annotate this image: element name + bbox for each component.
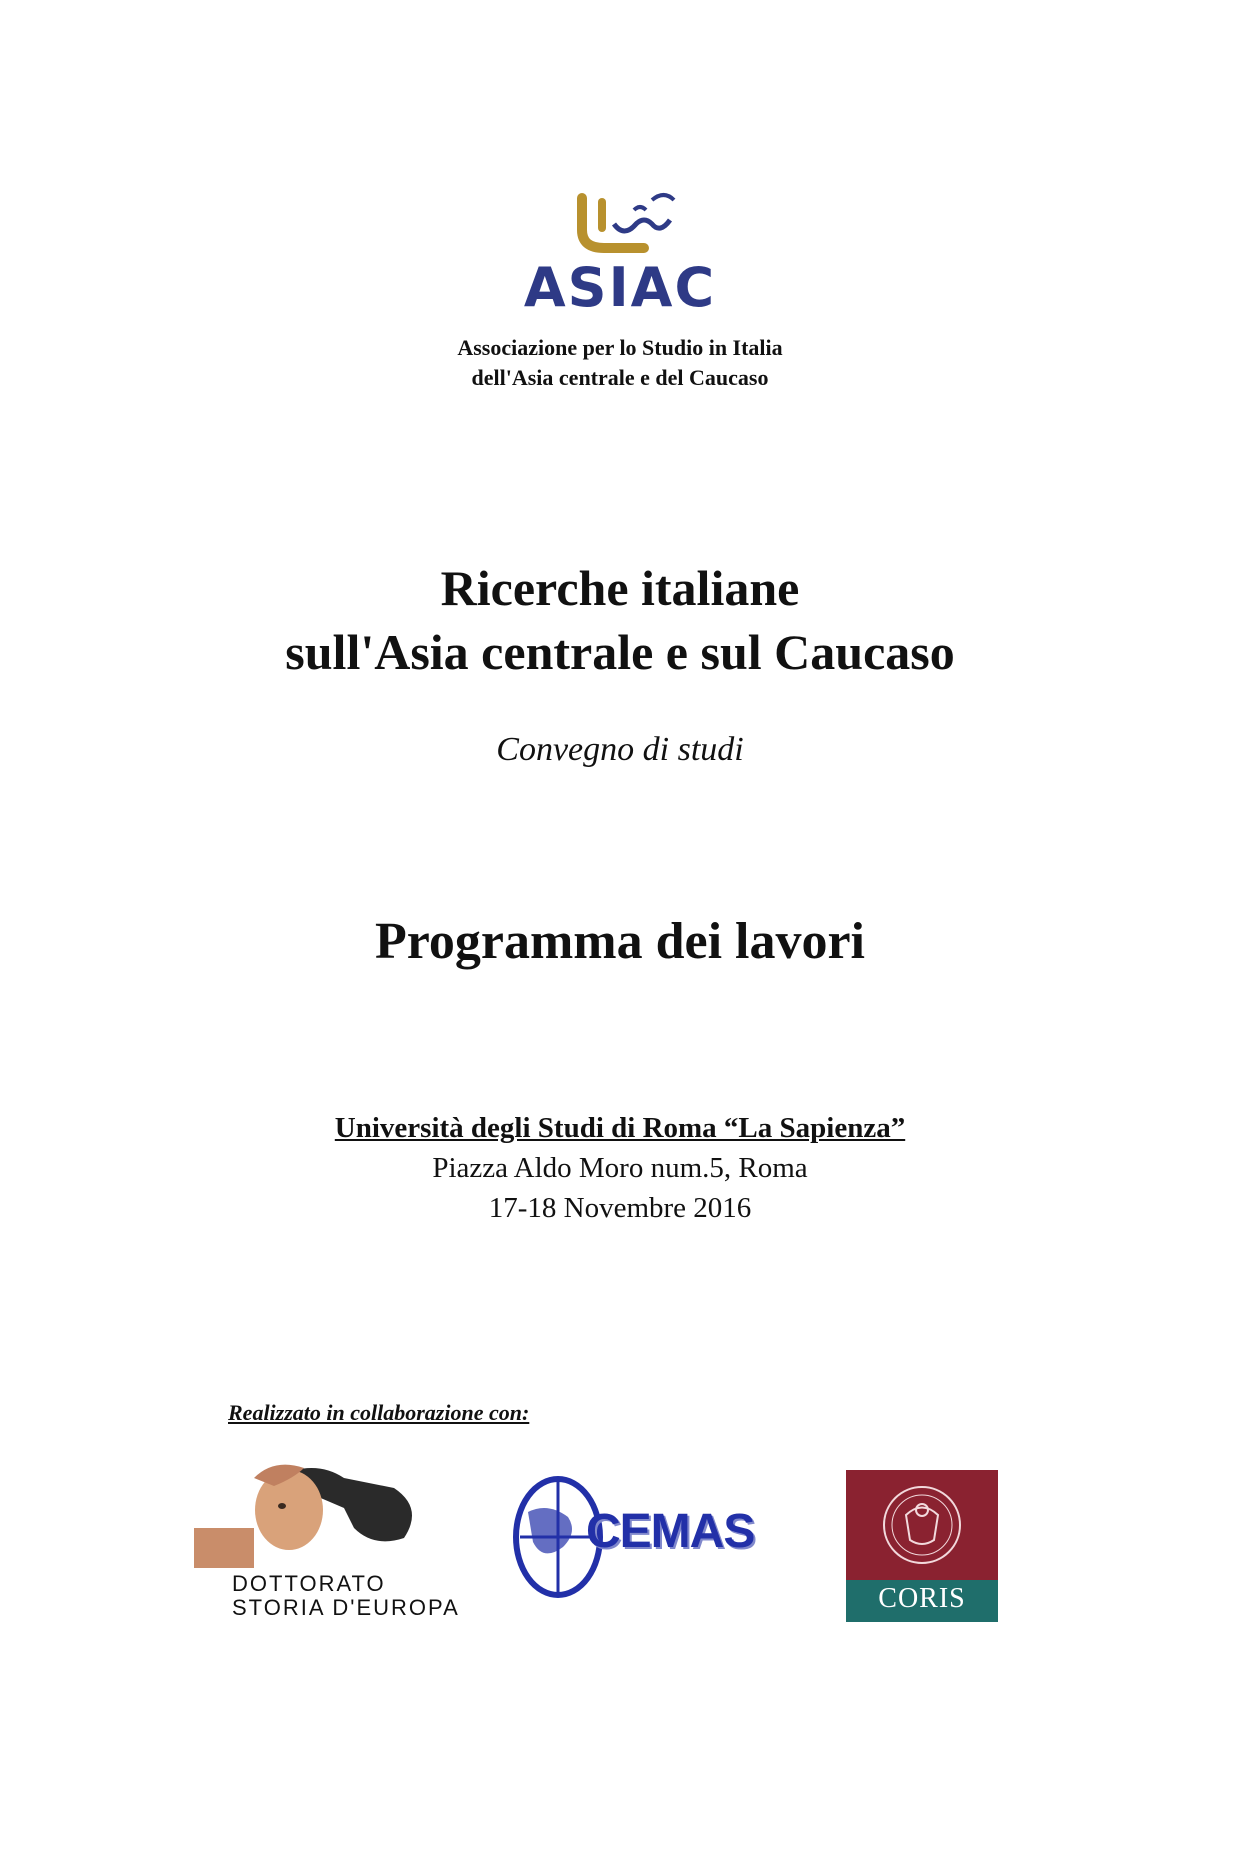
venue-address: Piazza Aldo Moro num.5, Roma [432,1152,808,1184]
asiac-wordmark: ASIAC [523,256,717,319]
cemas-logo [508,1472,788,1602]
dottorato-line-2: STORIA D'EUROPA [232,1595,460,1620]
venue-block [0,1108,1240,1228]
collaboration-label: Realizzato in collaborazione con: [228,1400,530,1425]
venue-name: Università degli Studi di Roma “La Sapienza” [334,1112,906,1144]
portrait-figure-icon [194,1448,464,1568]
main-title-line-1: Ricerche italiane [440,560,800,616]
main-title-line-2: sull'Asia centrale e sul Caucaso [285,624,955,680]
programme-heading: Programma dei lavori [374,913,866,970]
dottorato-logo [194,1448,464,1624]
event-dates: 17-18 Novembre 2016 [488,1192,752,1224]
coris-logo [846,1470,998,1622]
association-line-1: Associazione per lo Studio in Italia [457,335,783,360]
asiac-emblem-icon [574,190,684,260]
dottorato-line-1: DOTTORATO [232,1571,386,1596]
main-title [0,556,1240,684]
event-subtitle: Convegno di studi [496,731,744,768]
coris-wordmark: CORIS [878,1583,966,1614]
coris-seal-panel [846,1470,998,1580]
cemas-wordmark: CEMAS [586,1505,755,1558]
association-line-2: dell'Asia centrale e del Caucaso [471,365,769,390]
association-name [0,333,1240,393]
sapienza-seal-icon [846,1470,998,1580]
